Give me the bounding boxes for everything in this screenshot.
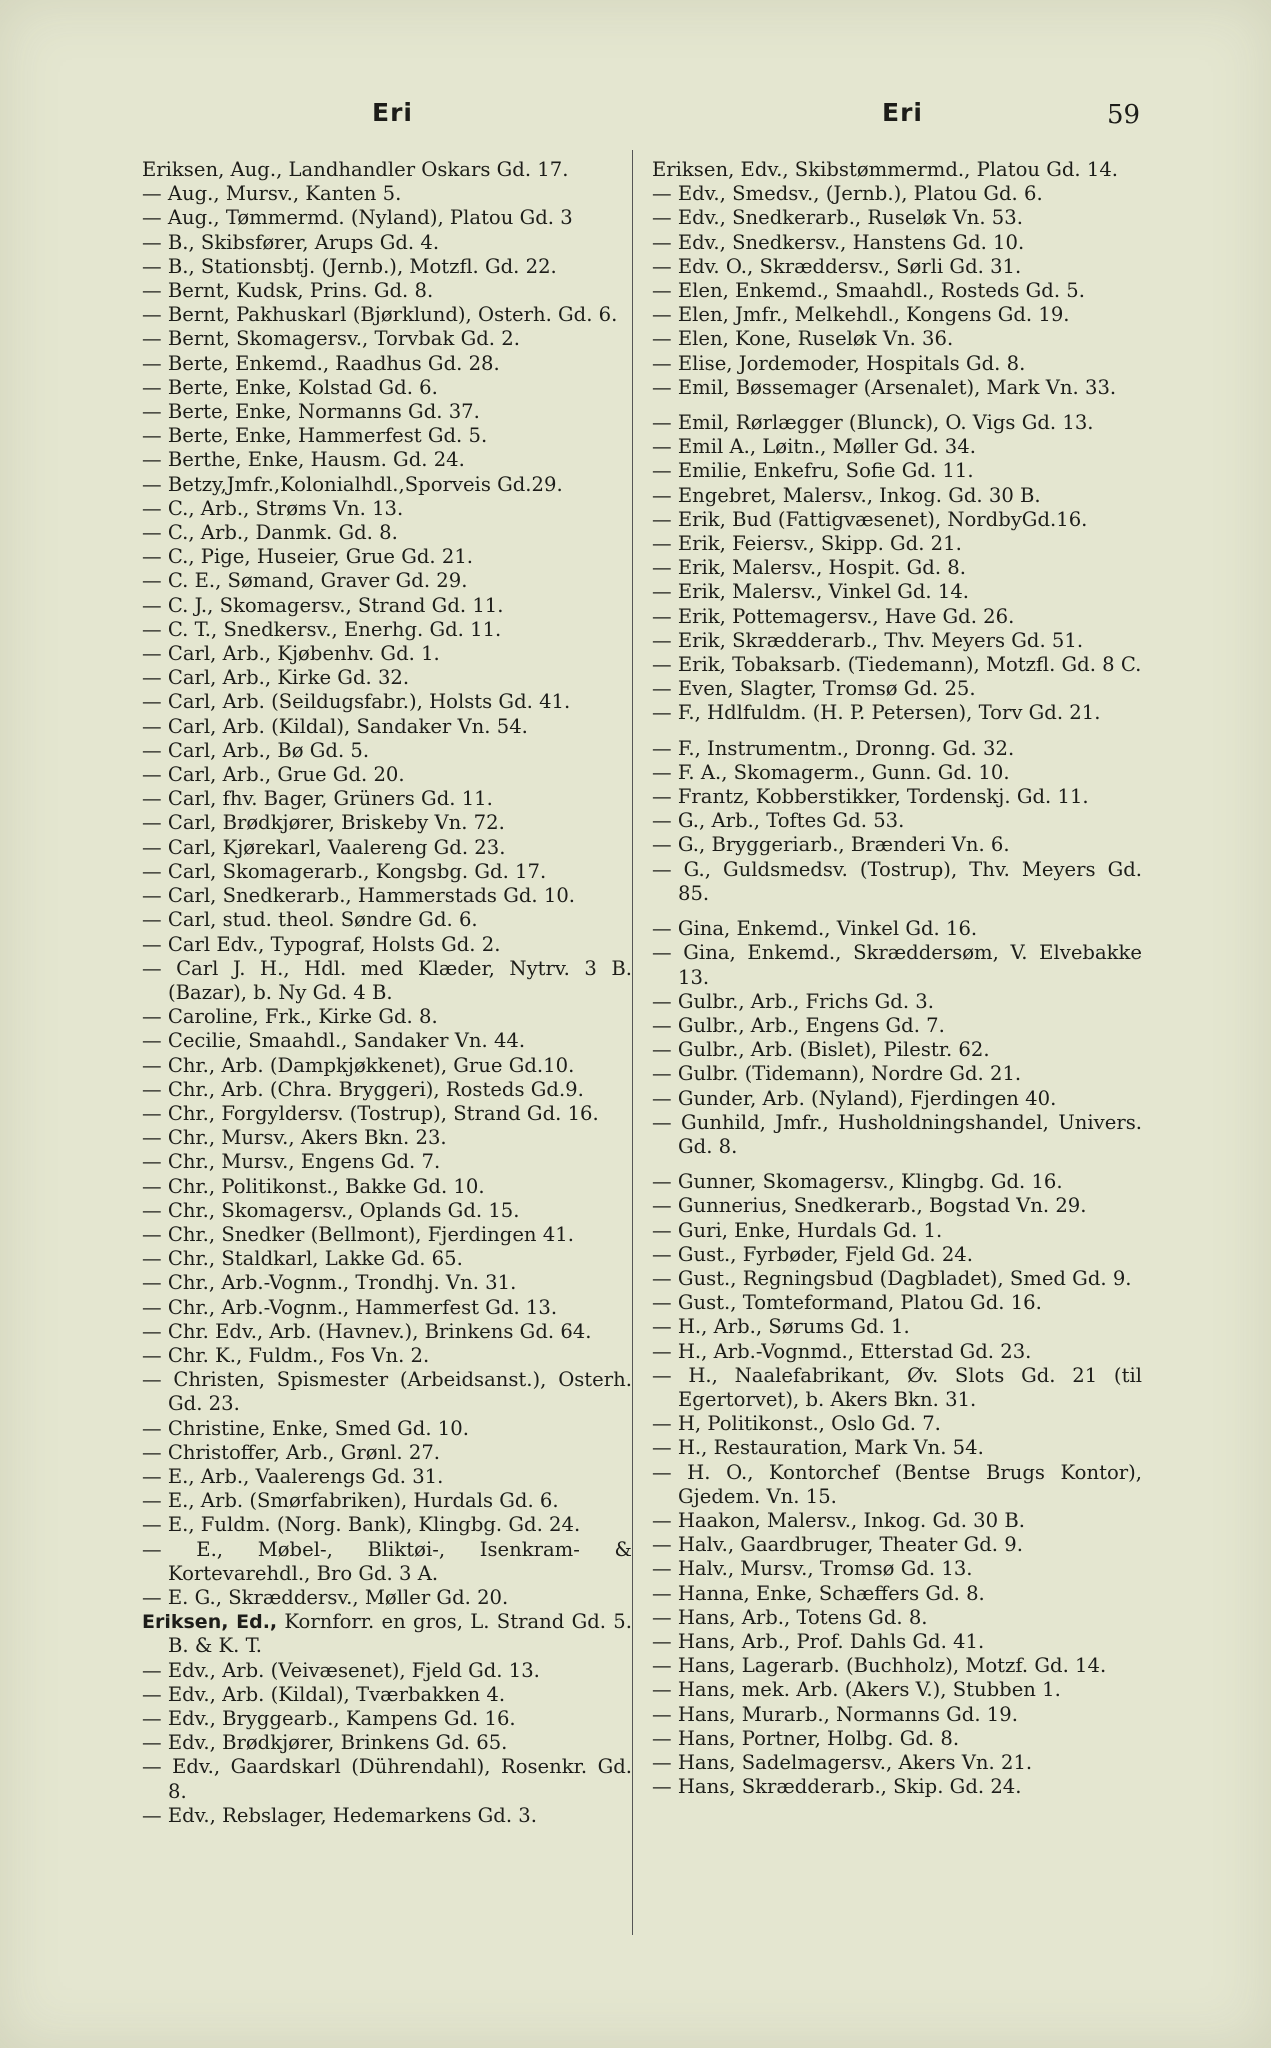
entry-text: — Chr., Politikonst., Bakke Gd. 10. (142, 1174, 485, 1198)
directory-entry (652, 1111, 1142, 1159)
directory-entry (652, 785, 1142, 809)
entry-text: — Carl, Arb. (Seildugsfabr.), Holsts Gd. 41. (142, 690, 571, 714)
entry-text: — Erik, Pottemagersv., Have Gd. 26. (652, 604, 1015, 628)
directory-entry (142, 642, 632, 666)
directory-entry (142, 1465, 632, 1489)
directory-entry (142, 1417, 632, 1441)
entry-text: — C., Arb., Danmk. Gd. 8. (142, 521, 398, 545)
directory-entry (652, 1557, 1142, 1581)
directory-entry (142, 1271, 632, 1295)
entry-text: — Carl, stud. theol. Søndre Gd. 6. (142, 908, 478, 932)
entry-text: — Emilie, Enkefru, Sofie Gd. 11. (652, 459, 974, 483)
entry-text: — F., Instrumentm., Dronng. Gd. 32. (652, 736, 1015, 760)
directory-entry (142, 594, 632, 618)
directory-entry (142, 182, 632, 206)
directory-entry (142, 521, 632, 545)
entry-text: — Gina, Enkemd., Vinkel Gd. 16. (652, 917, 978, 941)
directory-entry (142, 811, 632, 835)
directory-entry (142, 715, 632, 739)
entry-text: — Betzy,Jmfr.,Kolonialhdl.,Sporveis Gd.29. (142, 472, 563, 496)
entry-text: — Aug., Tømmermd. (Nyland), Platou Gd. 3 (142, 206, 573, 230)
entry-text: — Hans, mek. Arb. (Akers V.), Stubben 1. (652, 1678, 1061, 1702)
entry-text: — Hans, Portner, Holbg. Gd. 8. (652, 1726, 960, 1750)
entry-text: — Carl, Arb., Kirke Gd. 32. (142, 666, 410, 690)
directory-entry (142, 1344, 632, 1368)
directory-entry (652, 1775, 1142, 1799)
directory-entry (652, 1194, 1142, 1218)
entry-text: — Berte, Enkemd., Raadhus Gd. 28. (142, 351, 500, 375)
directory-entry (652, 761, 1142, 785)
entry-text: — Gust., Fyrbøder, Fjeld Gd. 24. (652, 1242, 974, 1266)
entry-text: — Erik, Tobaksarb. (Tiedemann), Motzfl. Gd. 8 C. (652, 653, 1142, 677)
entry-text: — E., Fuldm. (Norg. Bank), Klingbg. Gd. 24. (142, 1513, 581, 1537)
directory-entry (652, 231, 1142, 255)
entry-text: — Chr., Forgyldersv. (Tostrup), Strand Gd. 16. (142, 1101, 599, 1125)
directory-entry (652, 206, 1142, 230)
directory-entry (652, 279, 1142, 303)
entry-text: — H., Restauration, Mark Vn. 54. (652, 1436, 984, 1460)
directory-entry (142, 763, 632, 787)
directory-entry (652, 1364, 1142, 1412)
entry-text: — Carl Edv., Typograf, Holsts Gd. 2. (142, 932, 501, 956)
directory-entry (652, 1654, 1142, 1678)
directory-entry (652, 1582, 1142, 1606)
directory-entry (652, 182, 1142, 206)
directory-entry (652, 1038, 1142, 1062)
entry-text: — F. A., Skomagerm., Gunn. Gd. 10. (652, 760, 1010, 784)
directory-entry (142, 473, 632, 497)
entry-text: — Gunhild, Jmfr., Husholdningshandel, Univers. Gd. 8. (652, 1110, 1142, 1158)
directory-entry (142, 400, 632, 424)
entry-heading-name: Eriksen, Ed., (142, 1611, 278, 1634)
entry-text: — Chr., Skomagersv., Oplands Gd. 15. (142, 1198, 520, 1222)
directory-entry (652, 1606, 1142, 1630)
directory-entry (652, 1014, 1142, 1038)
directory-entry (142, 1223, 632, 1247)
directory-entry (652, 629, 1142, 653)
entry-text: — Berte, Enke, Kolstad Gd. 6. (142, 375, 438, 399)
entry-text: — H., Arb., Sørums Gd. 1. (652, 1315, 910, 1339)
entry-text: Kornforr. en gros, L. Strand Gd. 5. B. & K. T. (168, 1610, 632, 1658)
entry-text: — Bernt, Pakhuskarl (Bjørklund), Osterh. Gd. 6. (142, 303, 618, 327)
directory-entry (652, 1727, 1142, 1751)
directory-entry (142, 884, 632, 908)
directory-entry (652, 1315, 1142, 1339)
directory-entry (652, 833, 1142, 857)
entry-text: — H., Naalefabrikant, Øv. Slots Gd. 21 (til Egertorvet), b. Akers Bkn. 31. (652, 1363, 1142, 1411)
entry-text: — Carl, Arb., Bø Gd. 5. (142, 738, 370, 762)
entry-text: — Chr., Mursv., Akers Bkn. 23. (142, 1126, 447, 1150)
directory-entry (142, 303, 632, 327)
entry-text: — Chr., Mursv., Engens Gd. 7. (142, 1150, 441, 1174)
directory-entry (652, 459, 1142, 483)
entry-text: — H, Politikonst., Oslo Gd. 7. (652, 1412, 941, 1436)
entry-text: — B., Skibsfører, Arups Gd. 4. (142, 230, 440, 254)
directory-entry (142, 327, 632, 351)
entry-text: — Erik, Malersv., Hospit. Gd. 8. (652, 556, 966, 580)
entry-text: — Berte, Enke, Normanns Gd. 37. (142, 400, 480, 424)
entry-text: — Halv., Gaardbruger, Theater Gd. 9. (652, 1533, 1023, 1557)
directory-entry (652, 1219, 1142, 1243)
entry-text: — Chr. Edv., Arb. (Havnev.), Brinkens Gd. 64. (142, 1319, 592, 1343)
directory-entry (652, 580, 1142, 604)
directory-entry (652, 1291, 1142, 1315)
directory-entry (142, 957, 632, 1005)
directory-entry (142, 206, 632, 230)
running-header-left: Eri (372, 98, 413, 127)
entry-text: — E. G., Skræddersv., Møller Gd. 20. (142, 1585, 509, 1609)
directory-entry (652, 435, 1142, 459)
directory-entry (142, 1804, 632, 1828)
entry-text: — H. O., Kontorchef (Bentse Brugs Kontor), Gjedem. Vn. 15. (652, 1460, 1142, 1508)
entry-text: — Chr., Arb.-Vognm., Hammerfest Gd. 13. (142, 1295, 558, 1319)
entry-text: — Carl, Brødkjører, Briskeby Vn. 72. (142, 811, 505, 835)
entry-text: — Gunder, Arb. (Nyland), Fjerdingen 40. (652, 1086, 1057, 1110)
entry-text: — Chr. K., Fuldm., Fos Vn. 2. (142, 1343, 430, 1367)
directory-entry (652, 917, 1142, 941)
entry-text: — Carl, Arb., Grue Gd. 20. (142, 763, 405, 787)
entry-text: — E., Arb. (Smørfabriken), Hurdals Gd. 6. (142, 1489, 559, 1513)
directory-entry (652, 1751, 1142, 1775)
directory-entry (652, 376, 1142, 400)
directory-entry (142, 1102, 632, 1126)
entry-text: — Edv., Bryggearb., Kampens Gd. 16. (142, 1707, 516, 1730)
entry-text: — Hans, Murarb., Normanns Gd. 19. (652, 1702, 1018, 1726)
directory-entry (142, 1538, 632, 1586)
directory-entry (142, 1005, 632, 1029)
entry-text: — Elise, Jordemoder, Hospitals Gd. 8. (652, 351, 1026, 375)
entry-text: — B., Stationsbtj. (Jernb.), Motzfl. Gd. 22. (142, 254, 557, 278)
entry-text: — Chr., Arb. (Chra. Bryggeri), Rosteds Gd.9. (142, 1077, 584, 1101)
entry-text: — Erik, Feiersv., Skipp. Gd. 21. (652, 532, 962, 556)
directory-entry (142, 1489, 632, 1513)
directory-entry (142, 1320, 632, 1344)
directory-entry (142, 1078, 632, 1102)
entry-text: — Gust., Regningsbud (Dagbladet), Smed Gd. 9. (652, 1266, 1132, 1290)
directory-entry (652, 858, 1142, 906)
directory-entry (652, 1340, 1142, 1364)
entry-text: — C., Arb., Strøms Vn. 13. (142, 496, 404, 520)
directory-entry (142, 690, 632, 714)
directory-entry (142, 158, 632, 182)
directory-entry (142, 352, 632, 376)
entry-text: — C. E., Sømand, Graver Gd. 29. (142, 569, 468, 593)
directory-entry (142, 1755, 632, 1803)
entry-text: — Carl, Skomagerarb., Kongsbg. Gd. 17. (142, 859, 547, 883)
entry-text: — Erik, Malersv., Vinkel Gd. 14. (652, 580, 970, 604)
directory-entry (652, 1087, 1142, 1111)
directory-entry (142, 933, 632, 957)
entry-text: — Edv. O., Skræddersv., Sørli Gd. 31. (652, 254, 1022, 278)
directory-entry (652, 1533, 1142, 1557)
directory-entry (652, 1062, 1142, 1086)
entry-text: — Edv., Snedkersv., Hanstens Gd. 10. (652, 230, 1025, 254)
right-column (652, 158, 1142, 1799)
directory-entry (142, 1247, 632, 1271)
entry-text: — Chr., Arb. (Dampkjøkkenet), Grue Gd.10. (142, 1053, 575, 1077)
entry-text: — Hans, Arb., Totens Gd. 8. (652, 1605, 928, 1629)
directory-entry (652, 737, 1142, 761)
entry-text: — E., Møbel-, Bliktøi-, Isenkram- & Kortevarehdl., Bro Gd. 3 A. (142, 1537, 632, 1585)
directory-entry (142, 1368, 632, 1416)
entry-text: — Guri, Enke, Hurdals Gd. 1. (652, 1218, 943, 1242)
entry-text: — Carl, Kjørekarl, Vaalereng Gd. 23. (142, 835, 506, 859)
directory-entry (652, 255, 1142, 279)
directory-entry (142, 1296, 632, 1320)
entry-text: — Gulbr., Arb., Frichs Gd. 3. (652, 989, 934, 1013)
directory-entry (142, 787, 632, 811)
directory-entry (142, 1126, 632, 1150)
directory-entry (142, 448, 632, 472)
directory-entry (652, 1412, 1142, 1436)
directory-entry (652, 327, 1142, 351)
directory-entry (652, 1509, 1142, 1533)
directory-entry (652, 532, 1142, 556)
entry-text: — Bernt, Kudsk, Prins. Gd. 8. (142, 279, 434, 303)
entry-text: — Caroline, Frk., Kirke Gd. 8. (142, 1005, 438, 1029)
entry-text: — Edv., Smedsv., (Jernb.), Platou Gd. 6. (652, 182, 1043, 206)
entry-text: — Hans, Sadelmagersv., Akers Vn. 21. (652, 1751, 1033, 1774)
entry-text: — Erik, Bud (Fattigvæsenet), NordbyGd.16. (652, 507, 1088, 531)
directory-entry (142, 1659, 632, 1683)
entry-text: — Carl, Arb., Kjøbenhv. Gd. 1. (142, 642, 440, 666)
directory-entry (142, 255, 632, 279)
page-number: 59 (1107, 100, 1141, 130)
directory-entry (652, 677, 1142, 701)
entry-text: — C. J., Skomagersv., Strand Gd. 11. (142, 593, 504, 617)
entry-text: — Elen, Enkemd., Smaahdl., Rosteds Gd. 5. (652, 279, 1085, 303)
entry-text: — C. T., Snedkersv., Enerhg. Gd. 11. (142, 617, 502, 641)
entry-text: — Gunner, Skomagersv., Klingbg. Gd. 16. (652, 1170, 1063, 1194)
directory-entry (142, 1586, 632, 1610)
entry-text: — Gulbr., Arb., Engens Gd. 7. (652, 1013, 945, 1037)
directory-entry (142, 1707, 632, 1731)
directory-entry (652, 158, 1142, 182)
entry-text: — G., Guldsmedsv. (Tostrup), Thv. Meyers Gd. 85. (652, 857, 1142, 905)
entry-text: — Chr., Staldkarl, Lakke Gd. 65. (142, 1247, 463, 1271)
entry-text: — Hans, Lagerarb. (Buchholz), Motzf. Gd. 14. (652, 1654, 1107, 1678)
directory-entry (652, 1630, 1142, 1654)
running-header-right: Eri (882, 98, 923, 127)
directory-entry (652, 941, 1142, 989)
entry-text: — Hans, Skrædderarb., Skip. Gd. 24. (652, 1775, 1022, 1799)
entry-text: — Bernt, Skomagersv., Torvbak Gd. 2. (142, 327, 520, 351)
entry-text: — Gulbr. (Tidemann), Nordre Gd. 21. (652, 1062, 1022, 1086)
entry-text: — Edv., Gaardskarl (Dührendahl), Rosenkr. Gd. 8. (142, 1755, 632, 1803)
directory-entry (142, 739, 632, 763)
entry-text: — Elen, Jmfr., Melkehdl., Kongens Gd. 19. (652, 303, 1070, 327)
directory-entry (142, 1175, 632, 1199)
directory-entry (652, 352, 1142, 376)
directory-entry (652, 1170, 1142, 1194)
directory-entry (142, 569, 632, 593)
directory-entry (142, 424, 632, 448)
directory-entry (142, 1199, 632, 1223)
directory-entry (142, 376, 632, 400)
entry-text: — Christen, Spismester (Arbeidsanst.), Osterh. Gd. 23. (142, 1368, 632, 1416)
entry-text: — Emil, Bøssemager (Arsenalet), Mark Vn. 33. (652, 375, 1117, 399)
column-divider (632, 150, 633, 1935)
entry-text: — Emil A., Løitn., Møller Gd. 34. (652, 435, 976, 459)
entry-text: — Carl, fhv. Bager, Grüners Gd. 11. (142, 787, 493, 811)
left-column (142, 158, 632, 1828)
entry-text: — Chr., Arb.-Vognm., Trondhj. Vn. 31. (142, 1271, 517, 1295)
entry-text: — H., Arb.-Vognmd., Etterstad Gd. 23. (652, 1339, 1032, 1363)
entry-text: — Emil, Rørlægger (Blunck), O. Vigs Gd. 13. (652, 411, 1094, 435)
entry-text: — G., Arb., Toftes Gd. 53. (652, 809, 905, 833)
directory-entry (652, 508, 1142, 532)
directory-entry (652, 1436, 1142, 1460)
directory-entry (652, 303, 1142, 327)
entry-text: — Elen, Kone, Ruseløk Vn. 36. (652, 327, 954, 351)
entry-text: — Edv., Rebslager, Hedemarkens Gd. 3. (142, 1803, 537, 1827)
directory-entry (652, 809, 1142, 833)
entry-text: — Hanna, Enke, Schæffers Gd. 8. (652, 1581, 985, 1605)
directory-entry (142, 666, 632, 690)
entry-text: — Frantz, Kobberstikker, Tordenskj. Gd. 11. (652, 785, 1089, 809)
directory-entry (142, 1610, 632, 1658)
directory-entry (142, 1054, 632, 1078)
entry-text: — Cecilie, Smaahdl., Sandaker Vn. 44. (142, 1029, 526, 1053)
entry-text: — Gunnerius, Snedkerarb., Bogstad Vn. 29. (652, 1194, 1087, 1218)
directory-entry (142, 836, 632, 860)
entry-text: — Gulbr., Arb. (Bislet), Pilestr. 62. (652, 1038, 990, 1062)
directory-entry (142, 279, 632, 303)
entry-text: — F., Hdlfuldm. (H. P. Petersen), Torv Gd. 21. (652, 701, 1101, 725)
entry-text: — E., Arb., Vaalerengs Gd. 31. (142, 1464, 444, 1488)
directory-entry (142, 1683, 632, 1707)
directory-entry (652, 1678, 1142, 1702)
directory-entry (652, 701, 1142, 725)
entry-text: — Berte, Enke, Hammerfest Gd. 5. (142, 424, 488, 448)
entry-text: — C., Pige, Huseier, Grue Gd. 21. (142, 545, 474, 569)
directory-entry (142, 1513, 632, 1537)
directory-entry (142, 497, 632, 521)
directory-entry (142, 1150, 632, 1174)
directory-entry (142, 618, 632, 642)
directory-entry (142, 231, 632, 255)
directory-entry (652, 556, 1142, 580)
directory-entry (142, 545, 632, 569)
entry-text: — Halv., Mursv., Tromsø Gd. 13. (652, 1557, 973, 1581)
entry-text: — Edv., Snedkerarb., Ruseløk Vn. 53. (652, 206, 1023, 230)
directory-entry (652, 411, 1142, 435)
entry-text: — Aug., Mursv., Kanten 5. (142, 182, 402, 206)
entry-text: — Christine, Enke, Smed Gd. 10. (142, 1416, 469, 1440)
directory-entry (652, 605, 1142, 629)
directory-entry (652, 1461, 1142, 1509)
entry-text: — Hans, Arb., Prof. Dahls Gd. 41. (652, 1629, 985, 1653)
directory-entry (652, 1267, 1142, 1291)
entry-text: — Erik, Skræddeгarb., Thv. Meyers Gd. 51. (652, 628, 1084, 652)
entry-text: — Haakon, Malersv., Inkog. Gd. 30 B. (652, 1508, 1025, 1532)
directory-entry (142, 1441, 632, 1465)
entry-text: — Berthe, Enke, Hausm. Gd. 24. (142, 448, 465, 472)
entry-text: Eriksen, Edv., Skibstømmermd., Platou Gd. 14. (652, 158, 1119, 181)
entry-text: — Carl J. H., Hdl. med Klæder, Nytrv. 3 B. (Bazar), b. Ny Gd. 4 B. (142, 956, 632, 1004)
directory-entry (142, 860, 632, 884)
directory-entry (142, 1029, 632, 1053)
entry-text: — Even, Slagter, Tromsø Gd. 25. (652, 677, 976, 701)
entry-text: — Edv., Arb. (Veivæsenet), Fjeld Gd. 13. (142, 1658, 540, 1682)
entry-text: — Christoffer, Arb., Grønl. 27. (142, 1440, 441, 1464)
entry-text: — Edv., Arb. (Kildal), Tværbakken 4. (142, 1682, 506, 1706)
directory-entry (652, 1703, 1142, 1727)
directory-entry (652, 484, 1142, 508)
directory-entry (652, 1243, 1142, 1267)
entry-text: — Gina, Enkemd., Skræddersøm, V. Elvebakke 13. (652, 941, 1142, 989)
directory-entry (142, 908, 632, 932)
directory-entry (652, 990, 1142, 1014)
directory-entry (142, 1731, 632, 1755)
entry-text: — Chr., Snedker (Bellmont), Fjerdingen 41. (142, 1222, 574, 1246)
entry-text: — Gust., Tomteformand, Platou Gd. 16. (652, 1291, 1042, 1315)
directory-entry (652, 653, 1142, 677)
entry-text: — G., Bryggeriarb., Brænderi Vn. 6. (652, 833, 1010, 857)
entry-text: — Carl, Arb. (Kildal), Sandaker Vn. 54. (142, 714, 528, 738)
entry-text: Eriksen, Aug., Landhandler Oskars Gd. 17. (142, 158, 569, 181)
entry-text: — Engebret, Malersv., Inkog. Gd. 30 B. (652, 483, 1041, 507)
entry-text: — Edv., Brødkjører, Brinkens Gd. 65. (142, 1731, 508, 1755)
entry-text: — Carl, Snedkerarb., Hammerstads Gd. 10. (142, 884, 576, 908)
